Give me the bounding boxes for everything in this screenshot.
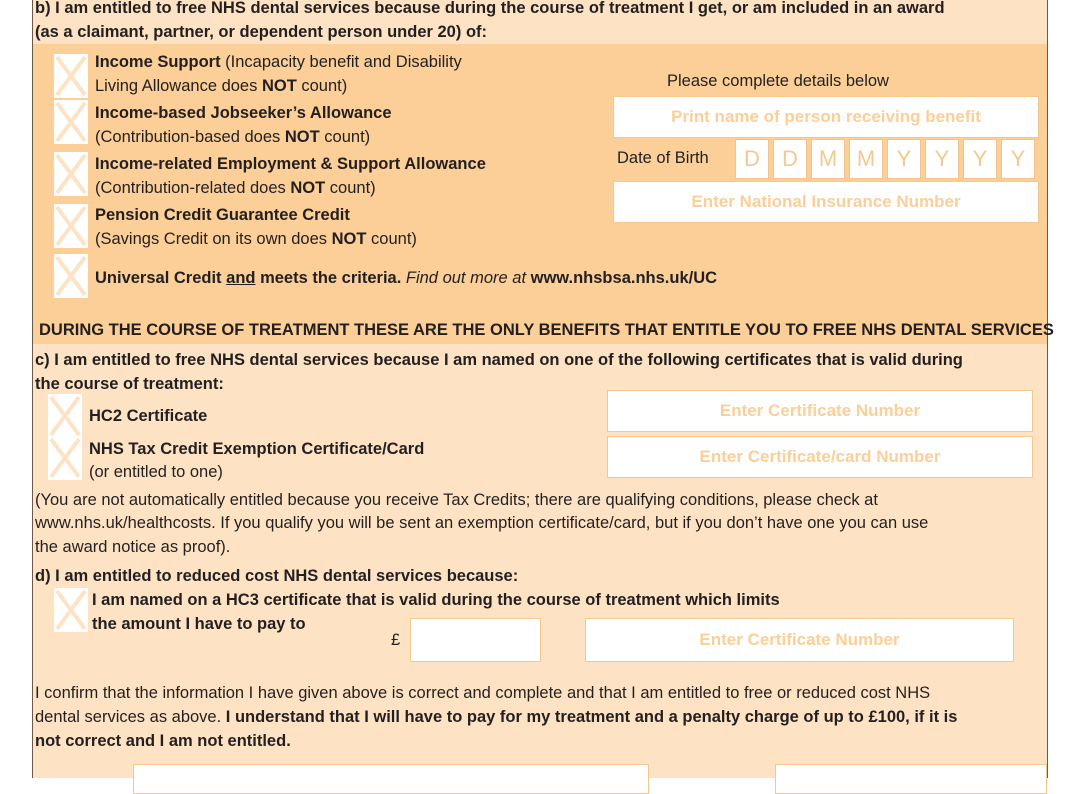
benefits-banner: DURING THE COURSE OF TREATMENT THESE ARE THE ONLY BENEFITS THAT ENTITLE YOU TO FREE NHS DENTAL SERVICES xyxy=(39,321,1054,339)
dob-year-3-input[interactable]: Y xyxy=(963,139,997,179)
pound-sign: £ xyxy=(391,631,401,649)
signature-input[interactable] xyxy=(133,764,649,794)
national-insurance-number-input[interactable]: Enter National Insurance Number xyxy=(613,181,1039,223)
benefit-recipient-name-input[interactable]: Print name of person receiving benefit xyxy=(613,96,1039,138)
confirmation-line3: not correct and I am not entitled. xyxy=(35,732,291,750)
hc3-certificate-label-line1: I am named on a HC3 certificate that is valid during the course of treatment which limits xyxy=(92,591,780,609)
section-c-heading-line1: c) I am entitled to free NHS dental services because I am named on one of the following certificates that is valid during xyxy=(35,351,963,369)
employment-support-allowance-note: (Contribution-related does NOT count) xyxy=(95,179,376,197)
dob-day-1-input[interactable]: D xyxy=(735,139,769,179)
details-label: Please complete details below xyxy=(667,72,889,90)
pension-credit-note: (Savings Credit on its own does NOT count) xyxy=(95,230,417,248)
universal-credit-checkbox[interactable] xyxy=(54,254,88,298)
income-support-checkbox[interactable] xyxy=(54,54,88,98)
section-c-heading-line2: the course of treatment: xyxy=(35,375,224,393)
employment-support-allowance-label: Income-related Employment & Support Allowance xyxy=(95,155,486,173)
hc2-certificate-number-input[interactable]: Enter Certificate Number xyxy=(607,390,1033,432)
confirmation-line2: dental services as above. I understand that I will have to pay for my treatment and a penalty charge of up to £100, if it is xyxy=(35,708,958,726)
tax-credit-note-line2: www.nhs.uk/healthcosts. If you qualify you will be sent an exemption certificate/card, but if you don’t have one you can use xyxy=(35,514,929,532)
jobseekers-allowance-label: Income-based Jobseeker’s Allowance xyxy=(95,104,392,122)
section-b-heading-line1: b) I am entitled to free NHS dental services because during the course of treatment I get, or am included in an award xyxy=(35,0,945,17)
income-support-label: Income Support (Incapacity benefit and Disability xyxy=(95,53,462,71)
signature-date-input[interactable] xyxy=(775,764,1047,794)
date-of-birth-label: Date of Birth xyxy=(617,149,709,167)
form-page xyxy=(32,0,1054,778)
employment-support-allowance-checkbox[interactable] xyxy=(54,152,88,196)
jobseekers-allowance-checkbox[interactable] xyxy=(54,100,88,144)
universal-credit-label: Universal Credit and meets the criteria. Find out more at www.nhsbsa.nhs.uk/UC xyxy=(95,269,718,287)
section-b-heading-line2: (as a claimant, partner, or dependent person under 20) of: xyxy=(35,23,488,41)
hc3-certificate-label-line2: the amount I have to pay to xyxy=(92,615,306,633)
dob-month-1-input[interactable]: M xyxy=(811,139,845,179)
hc2-certificate-checkbox[interactable] xyxy=(48,394,82,438)
section-d-heading: d) I am entitled to reduced cost NHS dental services because: xyxy=(35,567,519,585)
hc3-amount-input[interactable] xyxy=(410,618,541,662)
confirmation-line1: I confirm that the information I have given above is correct and complete and that I am entitled to free or reduced cost NHS xyxy=(35,684,931,702)
dob-year-1-input[interactable]: Y xyxy=(887,139,921,179)
dob-year-2-input[interactable]: Y xyxy=(925,139,959,179)
pension-credit-checkbox[interactable] xyxy=(54,204,88,248)
tax-credit-exemption-sub: (or entitled to one) xyxy=(89,463,223,481)
dob-month-2-input[interactable]: M xyxy=(849,139,883,179)
pension-credit-label: Pension Credit Guarantee Credit xyxy=(95,206,350,224)
jobseekers-allowance-note: (Contribution-based does NOT count) xyxy=(95,128,371,146)
tax-credit-exemption-label: NHS Tax Credit Exemption Certificate/Card xyxy=(89,440,425,458)
hc2-certificate-label: HC2 Certificate xyxy=(89,407,208,425)
dob-year-4-input[interactable]: Y xyxy=(1001,139,1035,179)
universal-credit-link[interactable]: www.nhsbsa.nhs.uk/UC xyxy=(530,269,718,287)
dob-day-2-input[interactable]: D xyxy=(773,139,807,179)
tax-credit-note-line3: the award notice as proof). xyxy=(35,538,231,556)
tax-credit-note-line1: (You are not automatically entitled because you receive Tax Credits; there are qualifying conditions, please check at xyxy=(35,491,878,509)
tax-credit-exemption-checkbox[interactable] xyxy=(48,436,82,480)
tax-credit-certificate-number-input[interactable]: Enter Certificate/card Number xyxy=(607,436,1033,478)
hc3-certificate-checkbox[interactable] xyxy=(54,588,88,632)
hc3-certificate-number-input[interactable]: Enter Certificate Number xyxy=(585,618,1014,662)
income-support-note: Living Allowance does NOT count) xyxy=(95,77,348,95)
